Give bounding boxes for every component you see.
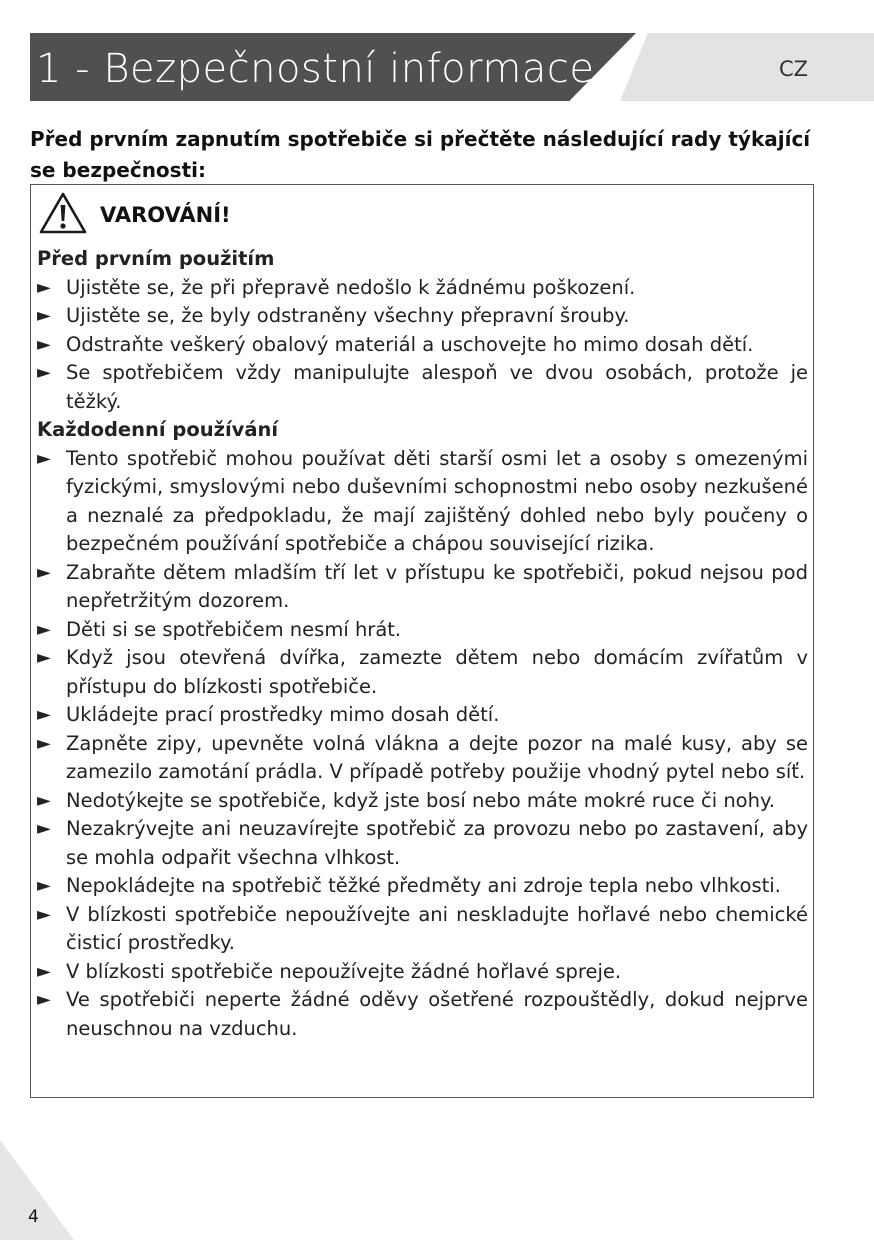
list-item-text: V blízkosti spotřebiče nepoužívejte žádné hořlavé spreje. — [66, 959, 622, 983]
bullet-arrow-icon: ► — [37, 447, 51, 469]
list-item-text: Ujistěte se, že při přepravě nedošlo k žádnému poškození. — [66, 275, 636, 299]
list-item-text: Zapněte zipy, upevněte volná vlákna a dejte pozor na malé kusy, aby se zamezilo zamotání prádla. V případě potřeby použije vhodný pytel nebo síť. — [66, 731, 808, 783]
bullet-arrow-icon: ► — [37, 960, 51, 982]
bullet-arrow-icon: ► — [37, 333, 51, 355]
list-item — [37, 730, 808, 787]
list-item-text: Ve spotřebiči neperte žádné oděvy ošetřené rozpouštědly, dokud nejprve neuschnou na vzduchu. — [66, 988, 808, 1040]
bullet-arrow-icon: ► — [37, 362, 51, 383]
page-title: 1 - Bezpečnostní informace — [36, 46, 595, 92]
bullet-arrow-icon: ► — [37, 561, 51, 583]
list-item — [37, 701, 808, 730]
list-item — [37, 901, 808, 958]
page-number: 4 — [28, 1207, 39, 1227]
list-item — [37, 958, 808, 987]
list-item — [37, 445, 808, 559]
section-daily-use — [37, 416, 808, 1043]
list-item — [37, 986, 808, 1043]
bullet-arrow-icon: ► — [37, 618, 51, 640]
list-item-text: Odstraňte veškerý obalový materiál a uschovejte ho mimo dosah dětí. — [66, 332, 754, 356]
list-item — [37, 872, 808, 901]
bullet-list — [37, 445, 808, 1044]
bullet-arrow-icon: ► — [37, 704, 51, 725]
bullet-arrow-icon: ► — [37, 875, 51, 896]
safety-content — [37, 245, 808, 1043]
bullet-arrow-icon: ► — [37, 732, 51, 754]
list-item — [37, 559, 808, 616]
list-item — [37, 616, 808, 645]
list-item — [37, 331, 808, 360]
bullet-arrow-icon: ► — [37, 818, 51, 839]
section-heading: Před prvním použitím — [37, 247, 275, 270]
warning-triangle-icon — [38, 191, 88, 235]
list-item-text: Zabraňte dětem mladším tří let v přístupu ke spotřebiči, pokud nejsou pod nepřetržitým dozorem. — [66, 560, 808, 612]
list-item-text: Ukládejte prací prostředky mimo dosah dětí. — [66, 703, 500, 726]
intro-text: Před prvním zapnutím spotřebiče si přečtěte následující rady týkající se bezpečnosti: — [30, 127, 811, 182]
list-item-text: Děti si se spotřebičem nesmí hrát. — [66, 617, 402, 641]
list-item — [37, 644, 808, 701]
list-item-text: Když jsou otevřená dvířka, zamezte dětem nebo domácím zvířatům v přístupu do blízkosti spotřebiče. — [66, 646, 808, 698]
list-item-text: Ujistěte se, že byly odstraněny všechny přepravní šrouby. — [66, 304, 630, 327]
list-item — [37, 787, 808, 816]
bullet-arrow-icon: ► — [37, 305, 51, 326]
section-heading: Každodenní používání — [37, 418, 279, 441]
bullet-arrow-icon: ► — [37, 789, 51, 811]
warning-title: VAROVÁNÍ! — [100, 203, 231, 227]
list-item — [37, 815, 808, 872]
language-code: CZ — [779, 57, 809, 81]
list-item — [37, 274, 808, 303]
section-first-use — [37, 245, 808, 416]
list-item-text: V blízkosti spotřebiče nepoužívejte ani neskladujte hořlavé nebo chemické čisticí prostředky. — [66, 902, 808, 954]
list-item-text: Nezakrývejte ani neuzavírejte spotřebič za provozu nebo po zastavení, aby se mohla odpařit všechna vlhkost. — [66, 817, 808, 869]
bullet-arrow-icon: ► — [37, 276, 51, 298]
bullet-arrow-icon: ► — [37, 989, 51, 1010]
bullet-list — [37, 274, 808, 417]
bullet-arrow-icon: ► — [37, 647, 51, 668]
bullet-arrow-icon: ► — [37, 903, 51, 925]
header-accent-banner — [620, 33, 874, 101]
list-item-text: Nedotýkejte se spotřebiče, když jste bosí nebo máte mokré ruce či nohy. — [66, 788, 775, 812]
list-item-text: Nepokládejte na spotřebič těžké předměty ani zdroje tepla nebo vlhkosti. — [66, 874, 781, 897]
list-item — [37, 359, 808, 416]
list-item-text: Tento spotřebič mohou používat děti starší osmi let a osoby s omezenými fyzickými, smyslovými nebo duševními schopnostmi nebo osoby nezkušené a neznalé za předpokladu, že mají zajištěný dohled nebo byly poučeny o bezpečném používání spotřebiče a chápou související rizika. — [66, 446, 808, 555]
list-item-text: Se spotřebičem vždy manipulujte alespoň ve dvou osobách, protože je těžký. — [66, 361, 808, 413]
list-item — [37, 302, 808, 331]
